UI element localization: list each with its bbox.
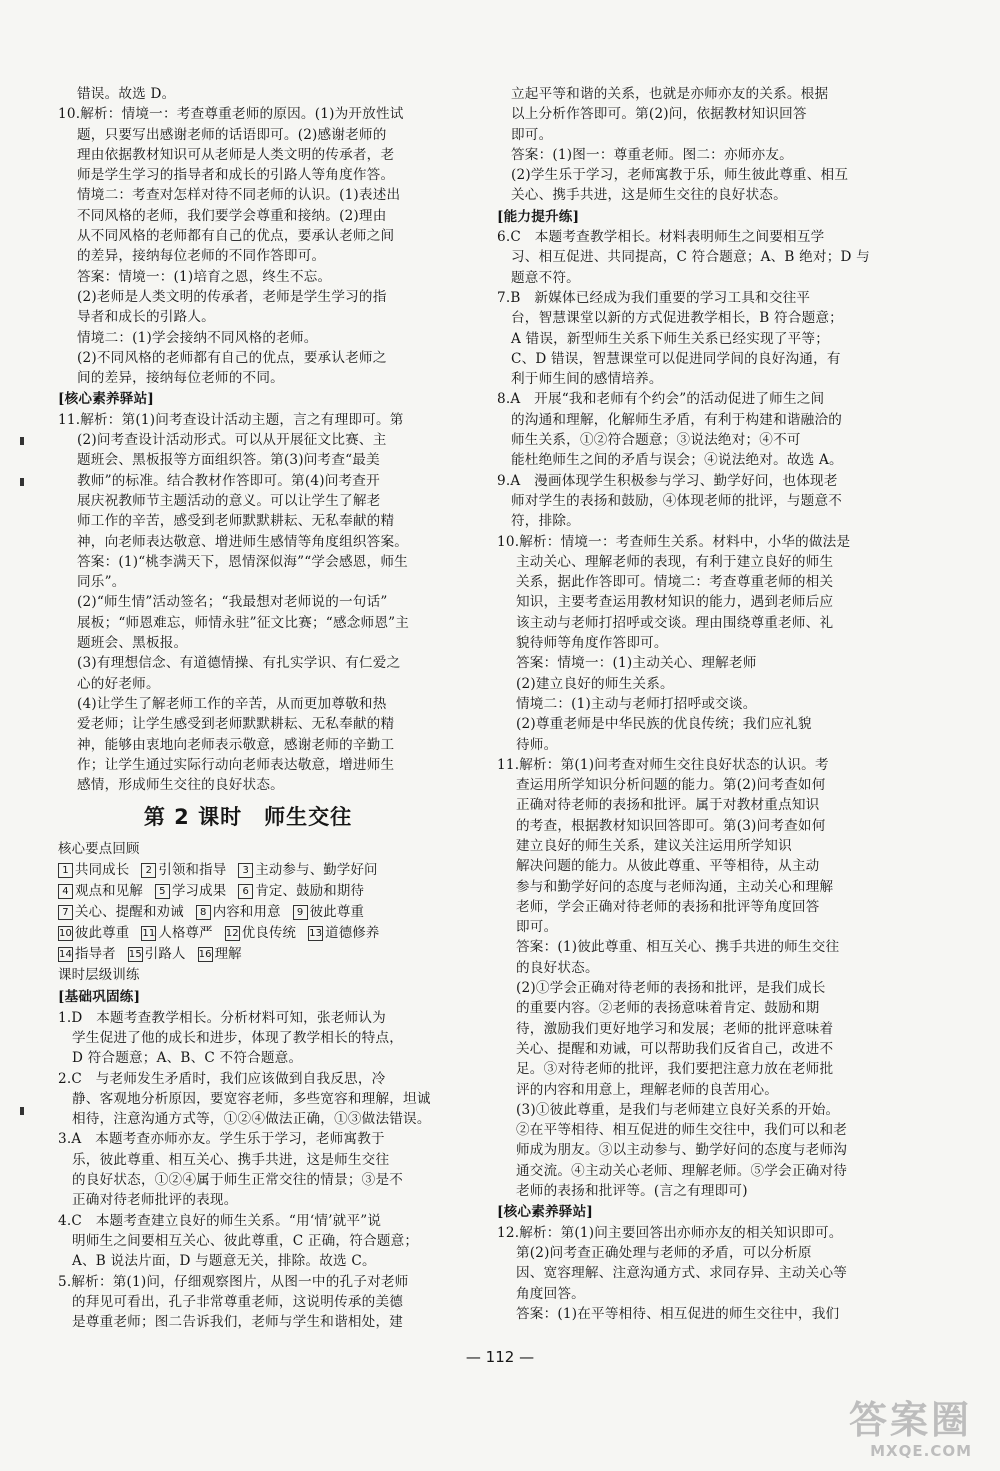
- key-point-text: 观点和见解: [75, 884, 143, 900]
- text-line: 3.A 本题考查亦师亦友。学生乐于学习，老师寓教于: [58, 1131, 385, 1148]
- text-line: 答案：(1)“桃李满天下，恩情深似海”“学会感恩，师生: [77, 553, 408, 570]
- text-line: 正确对待老师批评的表现。: [72, 1192, 238, 1209]
- text-line: 查运用所学知识分析问题的能力。第(2)问考查如何: [516, 777, 826, 794]
- key-point-item: [141, 860, 226, 881]
- text-line: 神，能够由衷地向老师表示敬意，感谢老师的辛勤工: [77, 736, 395, 753]
- text-line: (4)让学生了解老师工作的辛苦，从而更加尊敬和热: [77, 695, 387, 712]
- text-line: A、B 说法片面，D 与题意无关，排除。故选 C。: [72, 1253, 376, 1270]
- text-line: 11.解析：第(1)问考查设计活动主题，言之有理即可。第: [58, 411, 404, 428]
- text-line: 正确对待老师的表扬和批评。属于对教材重点知识: [516, 797, 820, 814]
- page-number: — 112 —: [465, 1348, 535, 1366]
- key-point-text: 人格尊严: [158, 926, 213, 942]
- text-line: 关心、提醒和劝诫，可以帮助我们反省自己，改进不: [516, 1040, 834, 1057]
- key-point-item: [238, 881, 364, 902]
- text-line: (2)问考查设计活动形式。可以从开展征文比赛、主: [77, 432, 387, 449]
- text-line: 答案：情境一：(1)主动关心、理解老师: [516, 655, 757, 672]
- text-line: 利于师生间的感情培养。: [511, 371, 663, 388]
- text-line: 师成为朋友。③以主动参与、勤学好问的态度与老师沟: [516, 1142, 848, 1159]
- key-point-item: [225, 923, 296, 944]
- text-line: 第(2)问考查正确处理与老师的矛盾，可以分析原: [516, 1244, 812, 1261]
- text-line: (3)①彼此尊重，是我们与老师建立良好关系的开始。: [516, 1101, 840, 1118]
- key-point-text: 共同成长: [75, 863, 130, 879]
- key-point-item: [58, 860, 129, 881]
- text-line: (2)老师是人类文明的传承者，老师是学生学习的指: [77, 288, 387, 305]
- text-line: (2)学生乐于学习，老师寓教于乐，师生彼此尊重、相互: [511, 167, 849, 184]
- text-line: 情境二：(1)学会接纳不同风格的老师。: [77, 329, 318, 346]
- key-point-number: 6: [238, 884, 253, 899]
- key-point-item: [238, 860, 377, 881]
- text-line: 题班会、黑板报等方面组织答。第(3)问考查“最美: [77, 452, 380, 469]
- text-line: 展板；“师恩难忘，师情永驻”征文比赛；“感念师恩”主: [77, 614, 410, 631]
- text-line: (2)①学会正确对待老师的表扬和批评，是我们成长: [516, 980, 826, 997]
- text-line: (3)有理想信念、有道德情操、有扎实学识、有仁爱之: [77, 655, 401, 672]
- text-line: 的考查，根据教材知识回答即可。第(3)问考查如何: [516, 817, 826, 834]
- text-line: 2.C 与老师发生矛盾时，我们应该做到自我反思，冷: [58, 1070, 386, 1087]
- text-line: 师生关系，①②符合题意；③说法绝对；④不可: [511, 432, 801, 449]
- key-point-number: 4: [58, 884, 73, 899]
- key-point-item: [196, 902, 281, 923]
- text-line: 评的内容和用意上，理解老师的良苦用心。: [516, 1081, 779, 1098]
- margin-mark: [20, 478, 24, 486]
- text-line: 待，激励我们更好地学习和发展；老师的批评意味着: [516, 1020, 834, 1037]
- text-line: 作；让学生通过实际行动向老师表达敬意，增进师生: [77, 756, 395, 773]
- text-line: 题，只要写出感谢老师的话语即可。(2)感谢老师的: [77, 126, 387, 143]
- text-line: 角度回答。: [516, 1285, 585, 1302]
- text-line: 师是学生学习的指导者和成长的引路人等角度作答。: [77, 167, 395, 184]
- watermark-logo: 答案圈: [848, 1398, 972, 1442]
- text-line: 错误。故选 D。: [77, 86, 176, 102]
- text-line: 答案：(1)在平等相待、相互促进的师生交往中，我们: [516, 1305, 840, 1322]
- key-point-item: [198, 944, 242, 965]
- text-line: 的差异，接纳每位老师的不同作答即可。: [77, 248, 326, 265]
- text-line: 台，智慧课堂以新的方式促进教学相长，B 符合题意；: [511, 310, 843, 327]
- key-point-text: 肯定、鼓励和期待: [255, 884, 365, 900]
- watermark-url: MXQE.COM: [870, 1442, 972, 1460]
- text-line: 答案：情境一：(1)培育之恩，终生不忘。: [77, 268, 332, 285]
- key-point-text: 理解: [214, 947, 242, 963]
- section-heading: [能力提升练]: [497, 208, 580, 225]
- text-line: 间的差异，接纳每位老师的不同。: [77, 370, 284, 387]
- text-line: 同乐”。: [77, 574, 126, 591]
- text-line: 的良好状态。: [516, 959, 599, 976]
- text-line: 从不同风格的老师都有自己的优点，要承认老师之间: [77, 228, 395, 245]
- key-point-text: 关心、提醒和劝诫: [75, 905, 184, 921]
- key-point-text: 内容和用意: [212, 905, 281, 921]
- right-column: [497, 84, 875, 1324]
- key-point-number: 14: [59, 949, 73, 961]
- key-point-number: 10: [59, 928, 73, 940]
- text-line: 符，排除。: [511, 513, 580, 530]
- text-line: (2)“师生情”活动签名；“我最想对老师说的一句话”: [77, 594, 388, 611]
- text-line: 答案：(1)彼此尊重、相互关心、携手共进的师生交往: [516, 939, 840, 956]
- text-line: 的良好状态，①②④属于师生正常交往的情景；③是不: [72, 1172, 404, 1189]
- key-point-item: [128, 944, 186, 965]
- text-line: 明师生之间要相互关心、彼此尊重，C 正确，符合题意；: [72, 1232, 419, 1249]
- text-line: 11.解析：第(1)问考查对师生交往良好状态的认识。考: [497, 756, 829, 773]
- text-line: 即可。: [511, 126, 553, 143]
- text-line: 关心、携手共进，这是师生交往的良好状态。: [511, 187, 787, 204]
- basic-section-heading: [基础巩固练]: [58, 989, 141, 1006]
- text-line: 学生促进了他的成长和进步，体现了教学相长的特点，: [72, 1029, 404, 1046]
- key-points-grid: [58, 860, 438, 965]
- text-line: 展庆祝教师节主题活动的意义。可以让学生了解老: [77, 492, 381, 509]
- key-point-number: 15: [128, 949, 142, 961]
- key-point-item: [141, 923, 212, 944]
- text-line: 情境二：考查对怎样对待不同老师的认识。(1)表述出: [77, 187, 401, 204]
- text-line: 教师”的标准。结合教材作答即可。第(4)问考查开: [77, 472, 380, 489]
- key-point-row: [58, 902, 438, 923]
- key-point-text: 主动参与、勤学好问: [255, 863, 378, 879]
- text-line: 1.D 本题考查教学相长。分析材料可知，张老师认为: [58, 1009, 386, 1026]
- left-bottom-answers: [58, 1008, 438, 1333]
- key-point-text: 彼此尊重: [309, 905, 365, 921]
- margin-mark: [20, 437, 24, 445]
- key-point-number: 11: [142, 928, 156, 940]
- key-point-text: 优良传统: [241, 926, 297, 942]
- text-line: 6.C 本题考查教学相长。材料表明师生之间要相互学: [497, 229, 825, 246]
- key-point-item: [58, 902, 184, 923]
- text-line: 习、相互促进、共同提高，C 符合题意；A、B 绝对；D 与: [511, 249, 870, 266]
- text-line: 7.B 新媒体已经成为我们重要的学习工具和交往平: [497, 289, 811, 306]
- left-answer-block: [58, 84, 438, 795]
- text-line: 的拜见可看出，孔子非常尊重老师，这说明传承的美德: [72, 1293, 404, 1310]
- key-point-item: [58, 923, 129, 944]
- text-line: 因、宽容理解、注意沟通方式、求同存异、主动关心等: [516, 1265, 848, 1282]
- key-point-row: [58, 923, 438, 944]
- key-point-number: 13: [309, 928, 323, 940]
- text-line: 的重要内容。②老师的表扬意味着肯定、鼓励和期: [516, 1000, 820, 1017]
- text-line: 理由依据教材知识可从老师是人类文明的传承者，老: [77, 146, 395, 163]
- key-point-number: 12: [225, 928, 239, 940]
- text-line: 参与和勤学好问的态度与老师沟通，主动关心和理解: [516, 878, 834, 895]
- text-line: 10.解析：情境一：考查师生关系。材料中，小华的做法是: [497, 533, 851, 550]
- text-line: 4.C 本题考查建立良好的师生关系。“用‘情’就平”说: [58, 1212, 382, 1229]
- key-point-number: 7: [58, 905, 73, 920]
- key-point-item: [308, 923, 379, 944]
- text-line: 题意不符。: [511, 269, 580, 286]
- text-line: 9.A 漫画体现学生积极参与学习、勤学好问，也体现老: [497, 472, 838, 489]
- text-line: 关系，据此作答即可。情境二：考查尊重老师的相关: [516, 574, 834, 591]
- key-point-text: 引路人: [144, 947, 186, 963]
- text-line: 以上分析作答即可。第(2)问，依据教材知识回答: [511, 106, 807, 123]
- text-line: 题班会、黑板报。: [77, 635, 188, 652]
- margin-mark: [20, 1107, 24, 1115]
- text-line: 5.解析：第(1)问，仔细观察图片，从图一中的孔子对老师: [58, 1273, 409, 1290]
- training-heading: 课时层级训练: [58, 968, 140, 984]
- text-line: 不同风格的老师，我们要学会尊重和接纳。(2)理由: [77, 207, 387, 224]
- text-line: 情境二：(1)主动与老师打招呼或交谈。: [516, 695, 757, 712]
- key-point-item: [58, 944, 116, 965]
- text-line: 老师，学会正确对待老师的表扬和批评等角度回答: [516, 898, 820, 915]
- text-line: 建立良好的师生关系，建议关注运用所学知识: [516, 837, 792, 854]
- key-point-number: 8: [196, 905, 211, 920]
- key-point-item: [293, 902, 364, 923]
- key-point-row: [58, 881, 438, 902]
- text-line: 静、客观地分析原因，要宽容老师，多些宽容和理解，坦诚: [72, 1090, 431, 1107]
- key-point-number: 1: [58, 863, 73, 878]
- review-heading: 核心要点回顾: [58, 842, 140, 858]
- text-line: 乐，彼此尊重、相互关心、携手共进，这是师生交往: [72, 1151, 390, 1168]
- text-line: 师对学生的表扬和鼓励，④体现老师的批评，与题意不: [511, 492, 843, 509]
- section-heading: [核心素养驿站]: [497, 1204, 594, 1221]
- section-heading: [核心素养驿站]: [58, 391, 155, 408]
- left-column: [58, 84, 438, 1332]
- text-line: 主动关心、理解老师的表现，有利于建立良好的师生: [516, 553, 834, 570]
- text-line: A 错误，新型师生关系下师生关系已经实现了平等；: [511, 330, 829, 347]
- text-line: 是尊重老师；图二告诉我们，老师与学生和谐相处，建: [72, 1314, 404, 1331]
- text-line: (2)建立良好的师生关系。: [516, 675, 674, 692]
- key-point-text: 引领和指导: [158, 863, 227, 879]
- text-line: 老师的表扬和批评等。(言之有理即可): [516, 1183, 748, 1200]
- text-line: 即可。: [516, 919, 558, 936]
- text-line: 貌待师等角度作答即可。: [516, 635, 668, 652]
- key-point-text: 彼此尊重: [75, 926, 130, 942]
- text-line: (2)不同风格的老师都有自己的优点，要承认老师之: [77, 349, 387, 366]
- key-point-number: 2: [141, 863, 156, 878]
- text-line: 相待，注意沟通方式等，①②④做法正确，①③做法错误。: [72, 1111, 431, 1128]
- key-point-text: 道德修养: [325, 926, 380, 942]
- text-line: ②在平等相待、相互促进的师生交往中，我们可以和老: [516, 1122, 848, 1139]
- text-line: 感情，形成师生交往的良好状态。: [77, 777, 284, 794]
- key-point-text: 学习成果: [171, 884, 227, 900]
- key-point-number: 16: [198, 949, 212, 961]
- text-line: 爱老师；让学生感受到老师默默耕耘、无私奉献的精: [77, 716, 395, 733]
- text-line: 通交流。④主动关心老师、理解老师。⑤学会正确对待: [516, 1162, 848, 1179]
- text-line: 心的好老师。: [77, 675, 160, 692]
- text-line: 解决问题的能力。从彼此尊重、平等相待，从主动: [516, 858, 820, 875]
- text-line: 神，向老师表达敬意、增进师生感情等角度组织答案。: [77, 533, 409, 550]
- text-line: 待师。: [516, 736, 558, 753]
- text-line: 12.解析：第(1)问主要回答出亦师亦友的相关知识即可。: [497, 1224, 843, 1241]
- text-line: 答案：(1)图一：尊重老师。图二：亦师亦友。: [511, 146, 793, 163]
- text-line: 8.A 开展“我和老师有个约会”的活动促进了师生之间: [497, 391, 825, 408]
- text-line: 知识，主要考查运用教材知识的能力，遇到老师后应: [516, 594, 834, 611]
- key-point-number: 5: [155, 884, 170, 899]
- text-line: 的沟通和理解，化解师生矛盾，有利于构建和谐融洽的: [511, 411, 843, 428]
- text-line: 立起平等和谐的关系，也就是亦师亦友的关系。根据: [511, 86, 829, 102]
- key-point-row: [58, 860, 438, 881]
- text-line: 足。③对待老师的批评，我们要把注意力放在老师批: [516, 1061, 834, 1078]
- text-line: D 符合题意；A、B、C 不符合题意。: [72, 1050, 303, 1067]
- key-point-number: 9: [293, 905, 308, 920]
- text-line: 能杜绝师生之间的矛盾与误会；④说法绝对。故选 A。: [511, 452, 843, 469]
- text-line: 导者和成长的引路人。: [77, 309, 215, 326]
- text-line: 师工作的辛苦，感受到老师默默耕耘、无私奉献的精: [77, 513, 395, 530]
- text-line: C、D 错误，智慧课堂可以促进同学间的良好沟通，有: [511, 350, 841, 367]
- key-point-item: [155, 881, 226, 902]
- text-line: 10.解析：情境一：考查尊重老师的原因。(1)为开放性试: [58, 106, 404, 123]
- watermark: [762, 1398, 972, 1460]
- key-point-item: [58, 881, 143, 902]
- text-line: 该主动与老师打招呼或交谈。理由围绕尊重老师、礼: [516, 614, 834, 631]
- text-line: (2)尊重老师是中华民族的优良传统；我们应礼貌: [516, 716, 812, 733]
- key-point-row: [58, 944, 438, 965]
- lesson-title: 第 2 课时 师生交往: [143, 805, 353, 830]
- key-point-text: 指导者: [75, 947, 116, 963]
- key-point-number: 3: [238, 863, 253, 878]
